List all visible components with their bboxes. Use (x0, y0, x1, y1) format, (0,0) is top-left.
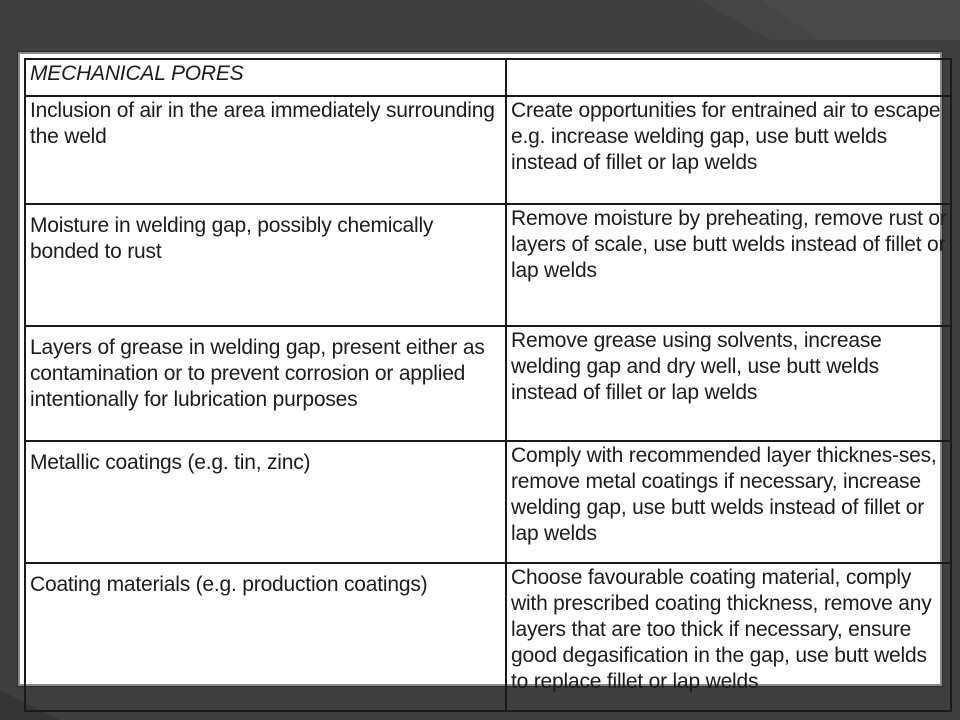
table-row (25, 563, 951, 711)
cause-cell: Coating materials (e.g. production coatings) (25, 563, 506, 711)
table-row (25, 326, 951, 441)
remedy-cell: Remove grease using solvents, increase welding gap and dry well, use butt welds instead of fillet or lap welds (506, 326, 951, 441)
cause-cell: Inclusion of air in the area immediately surrounding the weld (25, 96, 506, 204)
table-row (25, 441, 951, 563)
cause-cell: Metallic coatings (e.g. tin, zinc) (25, 441, 506, 563)
cause-cell: Layers of grease in welding gap, present either as contamination or to prevent corrosion or applied intentionally for lubrication purposes (25, 326, 506, 441)
table-header-title: MECHANICAL PORES (25, 59, 506, 96)
table-header-empty (506, 59, 951, 96)
table-row (25, 204, 951, 326)
cause-cell: Moisture in welding gap, possibly chemically bonded to rust (25, 204, 506, 326)
remedy-cell: Comply with recommended layer thicknes-ses, remove metal coatings if necessary, increase welding gap, use butt welds instead of fillet or lap welds (506, 441, 951, 563)
remedy-cell: Remove moisture by preheating, remove rust or layers of scale, use butt welds instead of fillet or lap welds (506, 204, 951, 326)
mechanical-pores-table (24, 58, 952, 712)
remedy-cell: Choose favourable coating material, comply with prescribed coating thickness, remove any layers that are too thick if necessary, ensure good degasification in the gap, use butt welds to replace fillet or lap welds (506, 563, 951, 711)
remedy-cell: Create opportunities for entrained air to escape e.g. increase welding gap, use butt welds instead of fillet or lap welds (506, 96, 951, 204)
table-row (25, 96, 951, 204)
table-slide (18, 52, 947, 693)
table-header-row (25, 59, 951, 96)
